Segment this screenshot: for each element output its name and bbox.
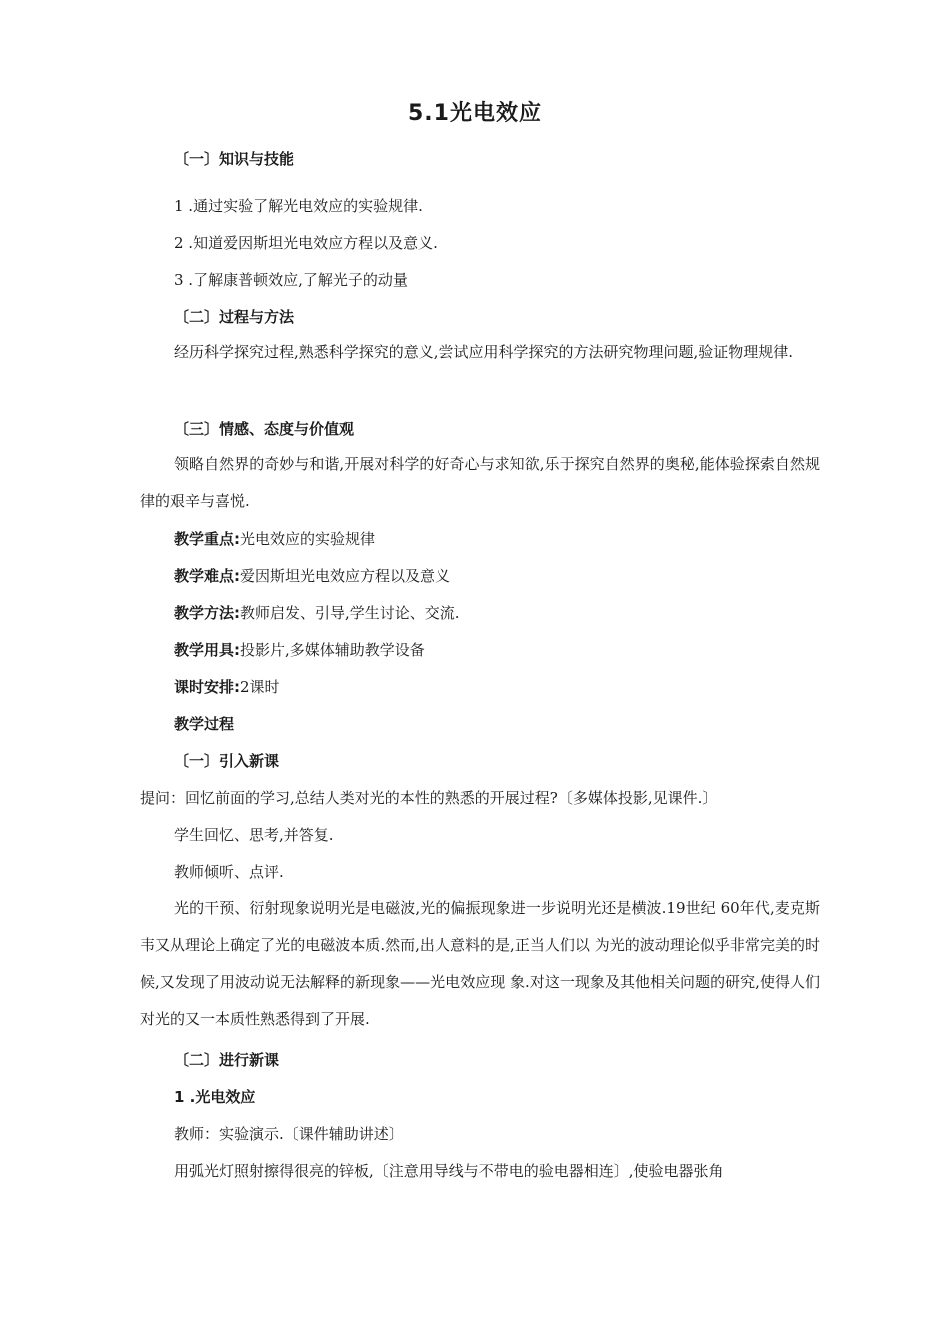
section-heading-teaching-process: 教学过程 xyxy=(174,715,235,733)
section-heading-new-lesson: 〔二〕进行新课 xyxy=(174,1051,280,1069)
page-title: 5.1光电效应 xyxy=(408,101,542,126)
class-schedule-label: 课时安排: xyxy=(174,678,240,696)
section-heading-knowledge: 〔一〕知识与技能 xyxy=(174,150,295,168)
teaching-method-label: 教学方法: xyxy=(174,604,240,622)
teaching-tools-text: 投影片,多媒体辅助教学设备 xyxy=(240,641,425,659)
teacher-text: 教师倾听、点评. xyxy=(174,863,284,881)
student-text: 学生回忆、思考,并答复. xyxy=(174,826,334,844)
list-item: 3 .了解康普顿效应,了解光子的动量 xyxy=(174,271,408,289)
paragraph-process: 经历科学探究过程,熟悉科学探究的意义,尝试应用科学探究的方法研究物理问题,验证物理规律. xyxy=(174,343,794,361)
question-text: 提问：回忆前面的学习,总结人类对光的本性的熟悉的开展过程?〔多媒体投影,见课件.〕 xyxy=(140,789,718,807)
experiment-text: 用弧光灯照射擦得很亮的锌板,〔注意用导线与不带电的验电器相连〕,使验电器张角 xyxy=(174,1162,724,1180)
list-item: 1 .通过实验了解光电效应的实验规律. xyxy=(174,197,423,215)
teaching-tools-label: 教学用具: xyxy=(174,641,240,659)
teaching-difficulty-text: 爱因斯坦光电效应方程以及意义 xyxy=(240,567,451,585)
teaching-focus-label: 教学重点: xyxy=(174,530,240,548)
teaching-focus xyxy=(174,529,375,549)
teaching-method xyxy=(174,603,460,623)
subsection-heading-photoelectric: 1 .光电效应 xyxy=(174,1088,256,1106)
class-schedule xyxy=(174,677,280,697)
section-heading-intro: 〔一〕引入新课 xyxy=(174,752,280,770)
class-schedule-text: 2课时 xyxy=(240,678,280,696)
section-heading-process: 〔二〕过程与方法 xyxy=(174,308,295,326)
teaching-difficulty xyxy=(174,566,450,586)
teaching-focus-text: 光电效应的实验规律 xyxy=(240,530,376,548)
list-item: 2 .知道爱因斯坦光电效应方程以及意义. xyxy=(174,234,438,252)
teaching-method-text: 教师启发、引导,学生讨论、交流. xyxy=(240,604,460,622)
paragraph-history: 光的干预、衍射现象说明光是电磁波,光的偏振现象进一步说明光还是横波.19世纪 60年代,麦克斯韦又从理论上确定了光的电磁波本质.然而,出人意料的是,正当人们以 为光的波动理论似乎非常完美的时候,又发现了用波动说无法解释的新现象——光电效应现 象.对这一现象及其他相关问题的研究,使得人们对光的又一本质性熟悉得到了开展. xyxy=(140,899,820,1028)
section-heading-values: 〔三〕情感、态度与价值观 xyxy=(174,420,355,438)
teaching-tools xyxy=(174,640,425,660)
demo-text: 教师：实验演示.〔课件辅助讲述〕 xyxy=(174,1125,404,1143)
paragraph-values: 领略自然界的奇妙与和谐,开展对科学的好奇心与求知欲,乐于探究自然界的奥秘,能体验探索自然规律的艰辛与喜悦. xyxy=(140,455,820,510)
teaching-difficulty-label: 教学难点: xyxy=(174,567,240,585)
